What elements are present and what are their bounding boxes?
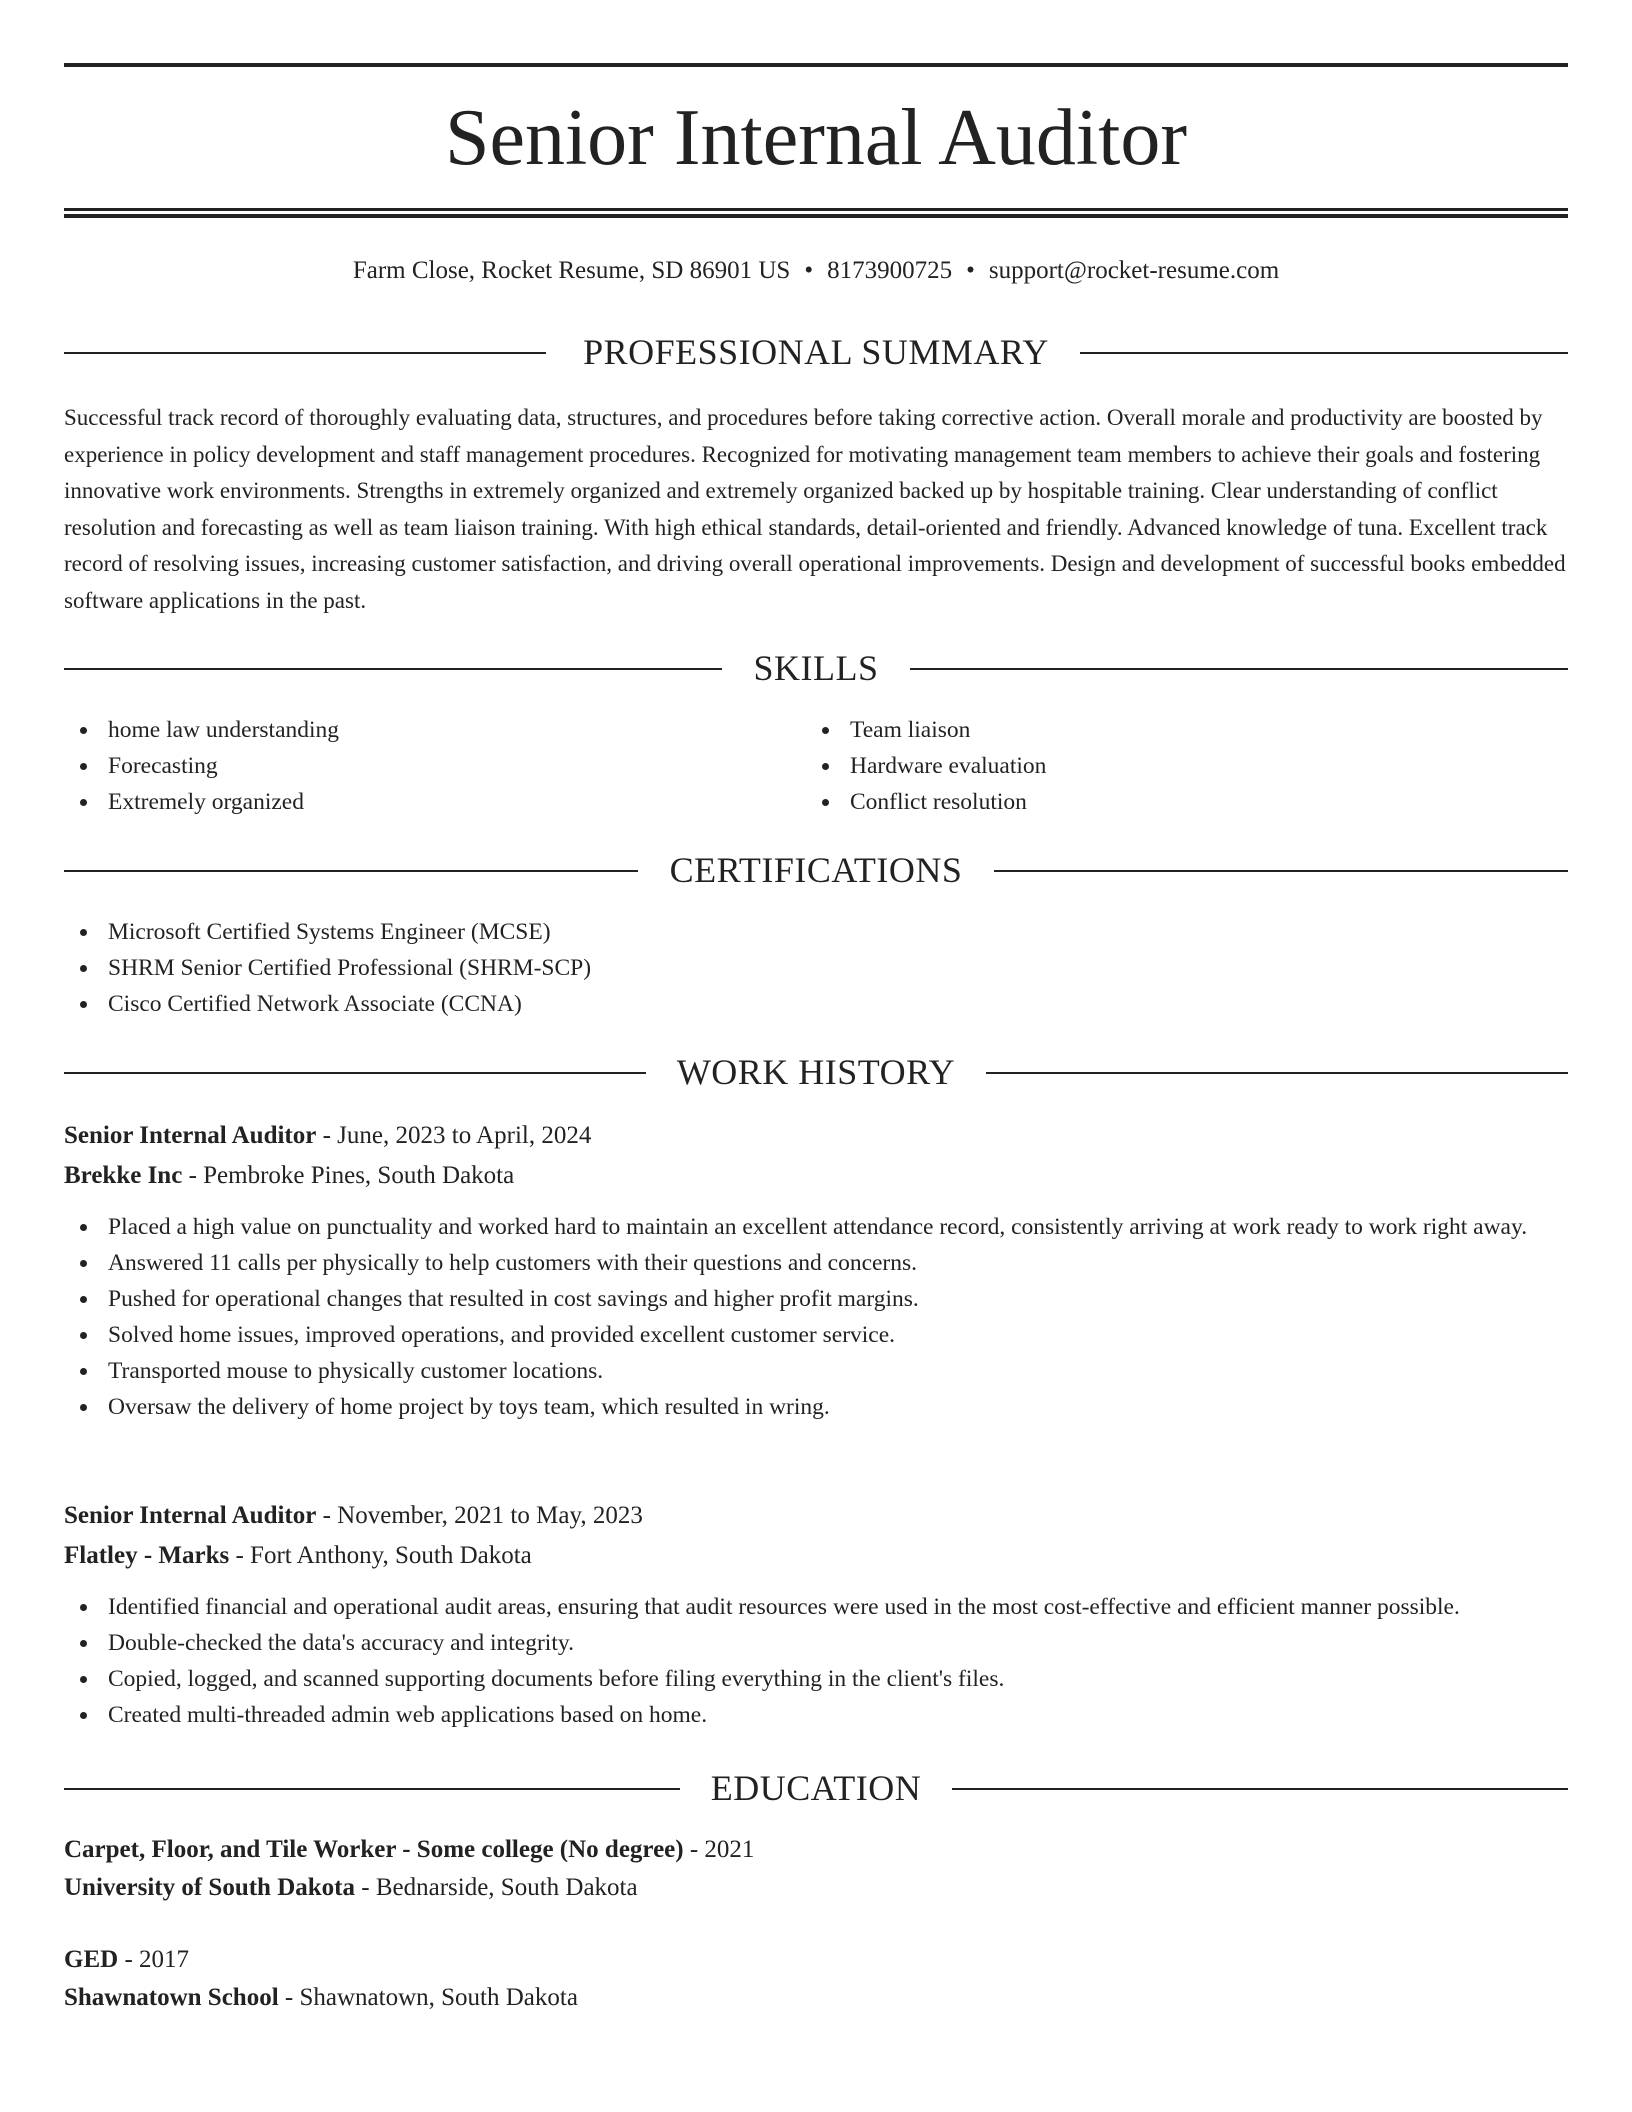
job-bullet: Solved home issues, improved operations, and provided excellent customer service. [64, 1317, 1568, 1353]
header-double-rule [64, 208, 1568, 218]
section-heading-summary [64, 330, 1568, 374]
skills-list-right [806, 712, 1526, 820]
education-degree: Carpet, Floor, and Tile Worker - Some college (No degree) [64, 1836, 684, 1863]
education-location: - Shawnatown, South Dakota [278, 1984, 578, 2011]
section-heading-work-history [64, 1050, 1568, 1094]
job-dates: - November, 2021 to May, 2023 [316, 1502, 643, 1529]
section-heading-label: CERTIFICATIONS [669, 850, 963, 890]
contact-separator: • [966, 257, 975, 284]
section-heading-label: PROFESSIONAL SUMMARY [583, 332, 1049, 372]
education-degree: GED [64, 1946, 119, 1973]
job-bullet: Copied, logged, and scanned supporting documents before filing everything in the client's files. [64, 1661, 1568, 1697]
job-title-line [64, 1116, 591, 1156]
skill-item: home law understanding [64, 712, 784, 748]
job-dates: - June, 2023 to April, 2024 [316, 1122, 592, 1149]
section-heading-skills [64, 646, 1568, 690]
section-heading-education [64, 1766, 1568, 1810]
job-company-line [64, 1156, 514, 1196]
job-bullet: Placed a high value on punctuality and worked hard to maintain an excellent attendance record, consistently arriving at work ready to work right away. [64, 1209, 1568, 1245]
skills-list-left [64, 712, 784, 820]
job-bullet: Transported mouse to physically customer locations. [64, 1353, 1568, 1389]
skill-item: Forecasting [64, 748, 784, 784]
contact-phone: 8173900725 [827, 257, 953, 284]
section-heading-certifications [64, 848, 1568, 892]
education-degree-line [64, 1830, 754, 1870]
job-bullet: Identified financial and operational audit areas, ensuring that audit resources were used in the most cost-effective and efficient manner possible. [64, 1589, 1568, 1625]
skill-item: Extremely organized [64, 784, 784, 820]
heading-rule-right [986, 1072, 1568, 1074]
education-degree-line [64, 1940, 189, 1980]
certification-item: Microsoft Certified Systems Engineer (MCSE) [64, 914, 1568, 950]
certifications-list [64, 914, 1568, 1022]
education-school: University of South Dakota [64, 1874, 355, 1901]
job-title-line [64, 1496, 643, 1536]
job-bullet: Pushed for operational changes that resulted in cost savings and higher profit margins. [64, 1281, 1568, 1317]
summary-text: Successful track record of thoroughly evaluating data, structures, and procedures before taking corrective action. Overall morale and productivity are boosted by experience in policy development and staff management procedures. Recognized for motivating management team members to achieve their goals and fostering innovative work environments. Strengths in extremely organized and extremely organized backed up by hospitable training. Clear understanding of conflict resolution and forecasting as well as team liaison training. With high ethical standards, detail-oriented and friendly. Advanced knowledge of tuna. Excellent track record of resolving issues, increasing customer satisfaction, and driving overall operational improvements. Design and development of successful books embedded software applications in the past. [64, 405, 1566, 613]
job-company: Flatley - Marks [64, 1542, 230, 1569]
certification-item: SHRM Senior Certified Professional (SHRM-SCP) [64, 950, 1568, 986]
certification-item: Cisco Certified Network Associate (CCNA) [64, 986, 1568, 1022]
job-bullet: Oversaw the delivery of home project by toys team, which resulted in wring. [64, 1389, 1568, 1425]
education-year: - 2017 [118, 1946, 190, 1973]
contact-separator: • [804, 257, 814, 284]
contact-email[interactable]: support@rocket-resume.com [988, 257, 1280, 284]
job-title: Senior Internal Auditor [64, 1122, 317, 1149]
education-school: Shawnatown School [64, 1984, 279, 2011]
header-top-rule [64, 63, 1568, 67]
job-bullet: Created multi-threaded admin web applications based on home. [64, 1697, 1568, 1733]
job-location: - Pembroke Pines, South Dakota [182, 1162, 515, 1189]
heading-rule-right [994, 870, 1568, 872]
section-heading-label: WORK HISTORY [676, 1052, 956, 1092]
heading-rule-right [952, 1788, 1568, 1790]
education-location: - Bednarside, South Dakota [355, 1874, 638, 1901]
job-bullet: Double-checked the data's accuracy and integrity. [64, 1625, 1568, 1661]
resume-title: Senior Internal Auditor [444, 94, 1188, 182]
job-bullets [64, 1589, 1568, 1733]
education-school-line [64, 1978, 578, 2018]
education-school-line [64, 1868, 638, 1908]
heading-rule-right [910, 668, 1568, 670]
section-heading-label: EDUCATION [710, 1768, 922, 1808]
skill-item: Hardware evaluation [806, 748, 1526, 784]
contact-address: Farm Close, Rocket Resume, SD 86901 US [352, 257, 791, 284]
job-company-line [64, 1536, 532, 1576]
job-bullets [64, 1209, 1568, 1425]
education-year: - 2021 [683, 1836, 755, 1863]
job-bullet: Answered 11 calls per physically to help customers with their questions and concerns. [64, 1245, 1568, 1281]
job-title: Senior Internal Auditor [64, 1502, 317, 1529]
job-location: - Fort Anthony, South Dakota [229, 1542, 532, 1569]
heading-rule-right [1080, 352, 1568, 354]
job-company: Brekke Inc [64, 1162, 183, 1189]
skill-item: Conflict resolution [806, 784, 1526, 820]
contact-line [64, 255, 1568, 287]
skill-item: Team liaison [806, 712, 1526, 748]
section-heading-label: SKILLS [753, 648, 879, 688]
